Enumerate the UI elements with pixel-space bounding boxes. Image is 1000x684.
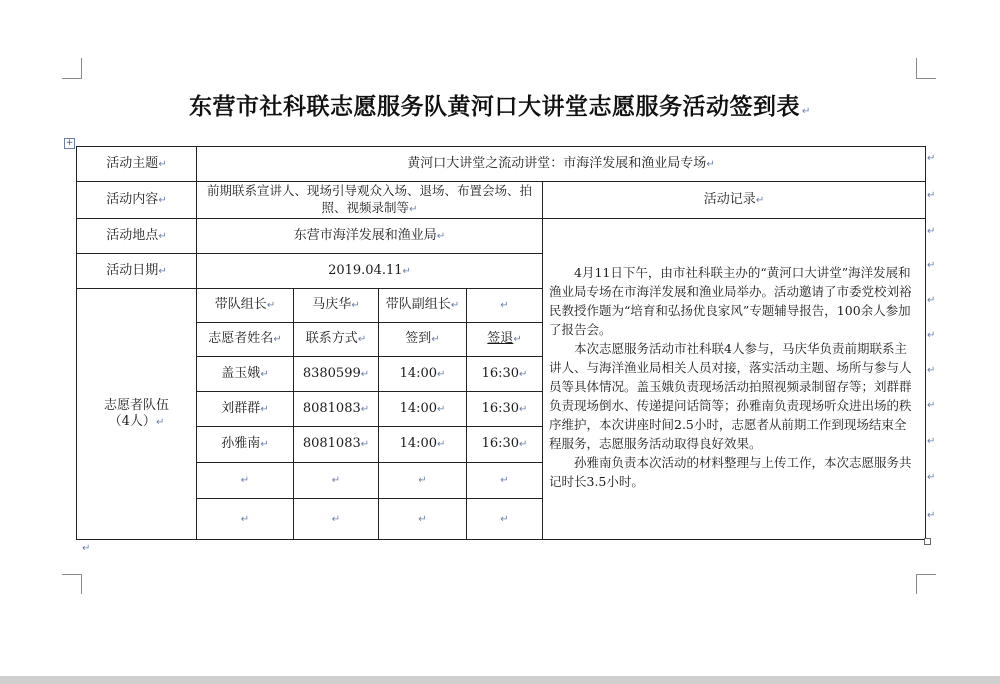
date-label-cell: 活动日期↵: [77, 254, 197, 289]
record-paragraph: 本次志愿服务活动市社科联4人参与，马庆华负责前期联系主讲人、与海洋渔业局相关人员对接，落实活动主题、场所与参与人员等具体情况。盖玉娥负责现场活动拍照视频录制留存等；刘群群负责现场倒水、传递提问话筒等；孙雅南负责现场听众进出场的秩序维护，本次讲座时间2.5小时，志愿者从前期工作到现场结束全程服务，志愿服务活动取得良好效果。: [549, 341, 912, 451]
deputy-name-cell: ↵: [467, 289, 543, 323]
record-paragraph: 孙雅南负责本次活动的材料整理与上传工作，本次志愿服务共记时长3.5小时。: [549, 455, 912, 489]
crop-mark-tr-h: [916, 78, 936, 79]
crop-mark-br-v: [916, 574, 917, 594]
row-end-mark-icon: ↵: [927, 400, 936, 411]
theme-label-cell: 活动主题↵: [77, 147, 197, 182]
crop-mark-tl-v: [81, 58, 82, 78]
crop-mark-tl-h: [62, 78, 82, 79]
row-end-mark-icon: ↵: [927, 190, 936, 201]
volunteer-phone-cell: 8380599↵: [294, 357, 379, 392]
volunteer-signin-cell: ↵: [379, 499, 467, 540]
location-value-cell: 东营市海洋发展和渔业局↵: [197, 219, 543, 254]
volunteer-signin-cell: 14:00↵: [379, 357, 467, 392]
row-end-mark-icon: ↵: [927, 226, 936, 237]
record-paragraph: 4月11日下午，由市社科联主办的“黄河口大讲堂”海洋发展和渔业局专场在市海洋发展和渔业局举办。活动邀请了市委党校刘裕民教授作题为“培育和弘扬优良家风”专题辅导报告，100余人参加了报告会。: [549, 265, 912, 337]
volunteer-name-cell: 孙雅南↵: [197, 427, 294, 463]
theme-value-cell: 黄河口大讲堂之流动讲堂：市海洋发展和渔业局专场↵: [197, 147, 926, 182]
volunteer-signout-cell: 16:30↵: [467, 357, 543, 392]
team-label: 志愿者队伍: [103, 397, 169, 413]
row-end-mark-icon: ↵: [927, 436, 936, 447]
header-name-cell: 志愿者姓名↵: [197, 323, 294, 357]
sign-in-table: [76, 146, 926, 540]
header-signout-cell: 签退↵: [467, 323, 543, 357]
team-label-cell: [77, 289, 197, 540]
volunteer-phone-cell: 8081083↵: [294, 427, 379, 463]
paragraph-mark-icon: ↵: [802, 106, 811, 117]
row-end-mark-icon: ↵: [927, 330, 936, 341]
table-row: [77, 219, 926, 254]
volunteer-signout-cell: 16:30↵: [467, 427, 543, 463]
volunteer-signin-cell: ↵: [379, 463, 467, 499]
table-row: [77, 147, 926, 182]
volunteer-signout-cell: ↵: [467, 499, 543, 540]
row-end-mark-icon: ↵: [927, 260, 936, 271]
volunteer-name-cell: ↵: [197, 499, 294, 540]
volunteer-signout-cell: 16:30↵: [467, 392, 543, 427]
row-end-mark-icon: ↵: [927, 510, 936, 521]
date-value-cell: 2019.04.11↵: [197, 254, 543, 289]
content-label-cell: 活动内容↵: [77, 182, 197, 219]
volunteer-phone-cell: 8081083↵: [294, 392, 379, 427]
volunteer-phone-cell: ↵: [294, 499, 379, 540]
title-text: 东营市社科联志愿服务队黄河口大讲堂志愿服务活动签到表: [189, 94, 801, 120]
crop-mark-bl-h: [62, 574, 82, 575]
document-title: [0, 88, 1000, 121]
table-resize-handle-icon[interactable]: [924, 538, 931, 545]
volunteer-phone-cell: ↵: [294, 463, 379, 499]
volunteer-signout-cell: ↵: [467, 463, 543, 499]
row-end-mark-icon: ↵: [927, 153, 936, 164]
leader-label-cell: 带队组长↵: [197, 289, 294, 323]
crop-mark-bl-v: [81, 574, 82, 594]
volunteer-signin-cell: 14:00↵: [379, 427, 467, 463]
table-move-handle-icon[interactable]: +: [65, 138, 74, 148]
volunteer-name-cell: 盖玉娥↵: [197, 357, 294, 392]
header-phone-cell: 联系方式↵: [294, 323, 379, 357]
paragraph-mark-icon: ↵: [82, 543, 91, 554]
volunteer-name-cell: 刘群群↵: [197, 392, 294, 427]
activity-record-cell: [543, 219, 926, 540]
bottom-scroll-bar[interactable]: [0, 676, 1000, 684]
content-value-cell: 前期联系宣讲人、现场引导观众入场、退场、布置会场、拍照、视频录制等↵: [197, 182, 543, 219]
team-count: （4人）↵: [108, 413, 165, 429]
location-label-cell: 活动地点↵: [77, 219, 197, 254]
row-end-mark-icon: ↵: [927, 472, 936, 483]
leader-name-cell: 马庆华↵: [294, 289, 379, 323]
crop-mark-tr-v: [916, 58, 917, 78]
volunteer-signin-cell: 14:00↵: [379, 392, 467, 427]
deputy-label-cell: 带队副组长↵: [379, 289, 467, 323]
row-end-mark-icon: ↵: [927, 295, 936, 306]
row-end-mark-icon: ↵: [927, 365, 936, 376]
table-row: [77, 182, 926, 219]
crop-mark-br-h: [916, 574, 936, 575]
record-label-cell: 活动记录↵: [543, 182, 926, 219]
volunteer-name-cell: ↵: [197, 463, 294, 499]
header-signin-cell: 签到↵: [379, 323, 467, 357]
